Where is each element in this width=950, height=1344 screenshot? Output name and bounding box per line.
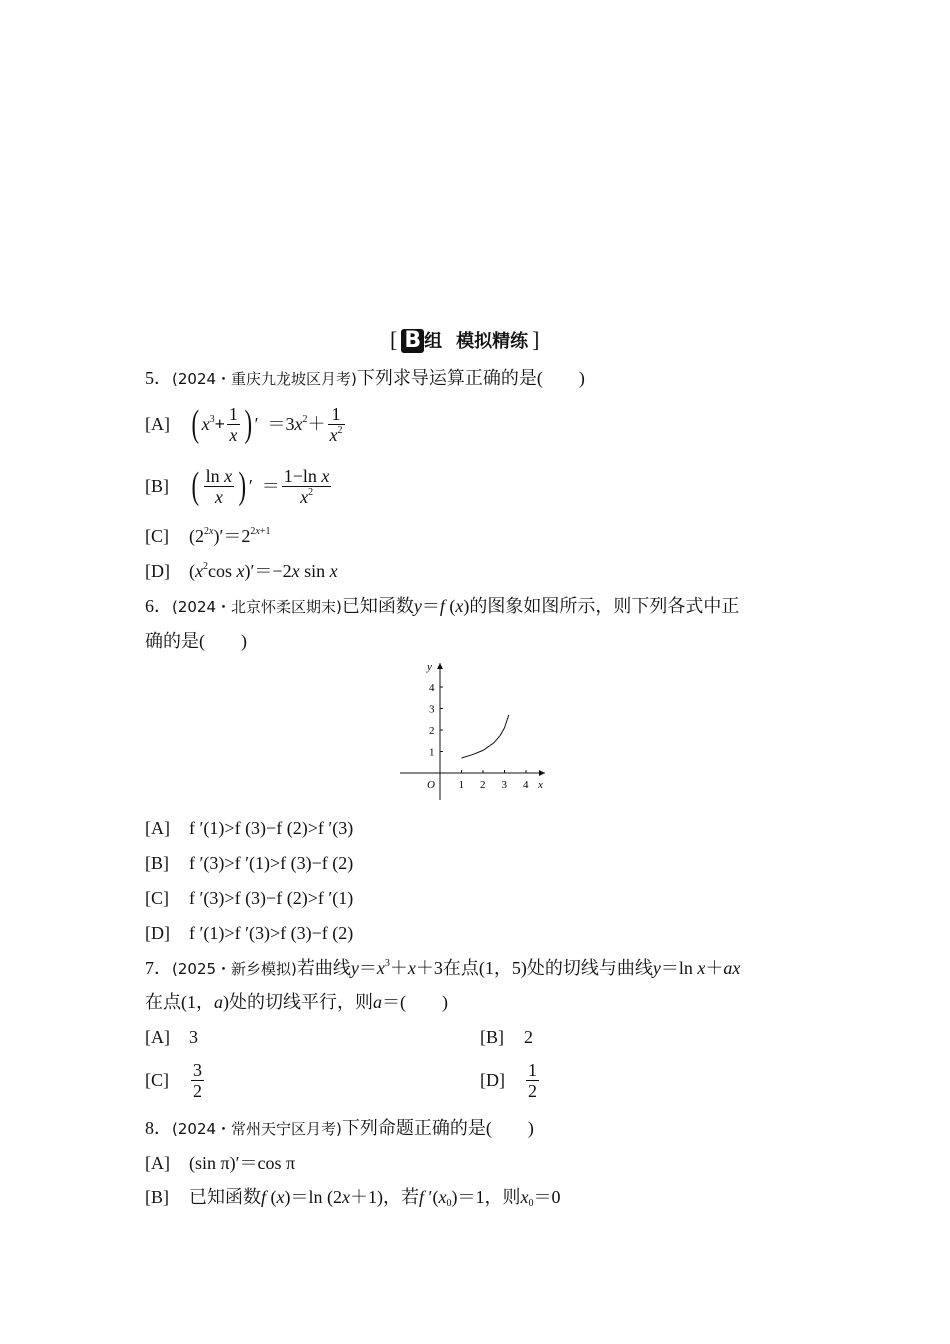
q6-number: 6． (145, 596, 172, 616)
q6-text-c: 确的是( ) (145, 631, 247, 651)
option-label: [B] (145, 476, 169, 496)
q7-text-c: 在点(1， (145, 992, 214, 1012)
option-label: [D] (145, 561, 170, 581)
q5-text: 下列求导运算正确的是( ) (356, 368, 585, 388)
math-expr: f $'(x_0)=1$ (419, 1187, 485, 1209)
math-expr: $x_0=0$ (520, 1187, 561, 1209)
q7-stem-line2 (145, 990, 448, 1014)
q8-option-a (145, 1151, 295, 1175)
q5-option-a (145, 400, 347, 448)
y-axis-label: y (427, 661, 432, 673)
fraction: $\frac{1}{2}$ (528, 1059, 537, 1101)
origin-label: O (427, 779, 435, 791)
y-tick-label: 1 (429, 746, 435, 759)
math-expr: ′ $=3x^2+$ (254, 414, 326, 434)
q5-option-c (145, 524, 270, 548)
section-title: 模拟精练 (456, 331, 529, 352)
option-label: [C] (145, 1070, 169, 1090)
option-label: [B] (145, 853, 169, 873)
math-expr: y＝f (x) (413, 596, 470, 616)
math-expr: $y=x^3+x+3$ (350, 958, 443, 978)
math-expr: y＝ln x＋ax (652, 958, 741, 978)
option-label: [D] (480, 1070, 505, 1090)
math-expr: $(2^{2x})'=2^{2x+1}$ (189, 526, 271, 546)
q6-option-a (145, 816, 353, 840)
q7-option-b (480, 1025, 533, 1049)
q7-text-d: )处的切线平行，则 (223, 992, 373, 1012)
q7-option-a (145, 1025, 198, 1049)
q8-option-b (145, 1185, 560, 1209)
q8-number: 8． (145, 1118, 172, 1138)
option-label: [B] (145, 1187, 169, 1207)
option-text: (sin π)′＝cos π (189, 1153, 296, 1173)
fraction: $\frac{\text{ln x}}{x}$ (205, 465, 233, 507)
fraction: $\frac{1}{x^2}$ (329, 403, 343, 445)
q6-option-d (145, 921, 353, 945)
math-expr: ′ ＝ (248, 476, 280, 496)
math-expr: ($x^2\cos$ x)′＝−2x sin x (189, 561, 338, 581)
option-label: [A] (145, 818, 170, 838)
bracket-left: [ (390, 327, 398, 352)
q7-stem-line1 (145, 956, 740, 981)
option-label: [C] (145, 526, 169, 546)
q6-source: (2024・北京怀柔区期末) (172, 598, 342, 616)
y-tick-label: 2 (429, 725, 435, 737)
right-paren: ) (244, 403, 253, 445)
function-graph (395, 655, 555, 805)
q7-source: (2025・新乡模拟) (172, 960, 297, 978)
option-label: [A] (145, 1153, 170, 1173)
y-tick-label: 3 (429, 703, 435, 716)
left-paren: ( (191, 403, 200, 445)
option-text-c: ，则 (484, 1187, 521, 1207)
x-tick-label: 2 (480, 779, 486, 791)
option-text-a: 已知函数 (189, 1187, 261, 1207)
function-curve (462, 715, 509, 758)
x-tick-label: 3 (501, 779, 507, 791)
option-text: f ′(1)>f (3)−f (2)>f ′(3) (189, 818, 354, 838)
option-label: [D] (145, 923, 170, 943)
fraction: $\frac{3}{2}$ (193, 1059, 202, 1101)
x-tick-label: 4 (523, 779, 529, 791)
q5-option-b (145, 462, 333, 510)
q8-source: (2024・常州天宁区月考) (172, 1120, 342, 1138)
q5-number: 5． (145, 368, 172, 388)
option-text: f ′(3)>f ′(1)>f (3)−f (2) (189, 853, 354, 873)
q6-option-b (145, 851, 353, 875)
right-paren: ) (238, 465, 247, 507)
q8-stem (145, 1116, 534, 1141)
option-text: 2 (524, 1027, 533, 1047)
q6-text-a: 已知函数 (341, 596, 414, 616)
math-expr: a (214, 992, 223, 1012)
math-expr: f (x)＝ln (2x＋1) (261, 1187, 384, 1207)
q7-option-c (145, 1056, 206, 1104)
q5-option-d (145, 559, 338, 583)
q7-option-d (480, 1056, 541, 1104)
x-axis-label: x (538, 779, 543, 791)
fraction: $\frac{1}{x}$ (228, 403, 238, 445)
option-label: [C] (145, 888, 169, 908)
bracket-right: ] (532, 327, 540, 352)
q6-option-c (145, 886, 353, 910)
option-label: [A] (145, 1027, 170, 1047)
math-expr: a (373, 992, 382, 1012)
q7-text-b: 在点(1，5)处的切线与曲线 (442, 958, 653, 978)
option-text: 3 (189, 1027, 198, 1047)
option-label: [A] (145, 414, 170, 434)
x-tick-label: 1 (458, 779, 464, 791)
q5-source: (2024・重庆九龙坡区月考) (172, 370, 357, 388)
q7-number: 7． (145, 958, 172, 978)
group-letter-badge: B (401, 329, 424, 353)
option-text: f ′(1)>f ′(3)>f (3)−f (2) (189, 923, 354, 943)
q6-stem-line2 (145, 629, 247, 653)
group-word: 组 (424, 331, 443, 352)
q6-text-b: 的图象如图所示，则下列各式中正 (469, 596, 740, 616)
q6-stem-line1 (145, 594, 739, 619)
q8-text: 下列命题正确的是( ) (341, 1118, 534, 1138)
q7-text-a: 若曲线 (296, 958, 351, 978)
option-text-b: ，若 (383, 1187, 420, 1207)
fraction: $\frac{\text{1−ln x}}{x^2}$ (283, 465, 330, 507)
y-tick-label: 4 (429, 682, 435, 694)
left-paren: ( (191, 465, 200, 507)
q7-text-e: ＝( ) (382, 992, 448, 1012)
option-label: [B] (480, 1027, 504, 1047)
option-text: f ′(3)>f (3)−f (2)>f ′(1) (189, 888, 354, 908)
section-header (390, 325, 539, 355)
q5-stem (145, 366, 585, 391)
math-expr: $x^3+$ (201, 414, 225, 434)
